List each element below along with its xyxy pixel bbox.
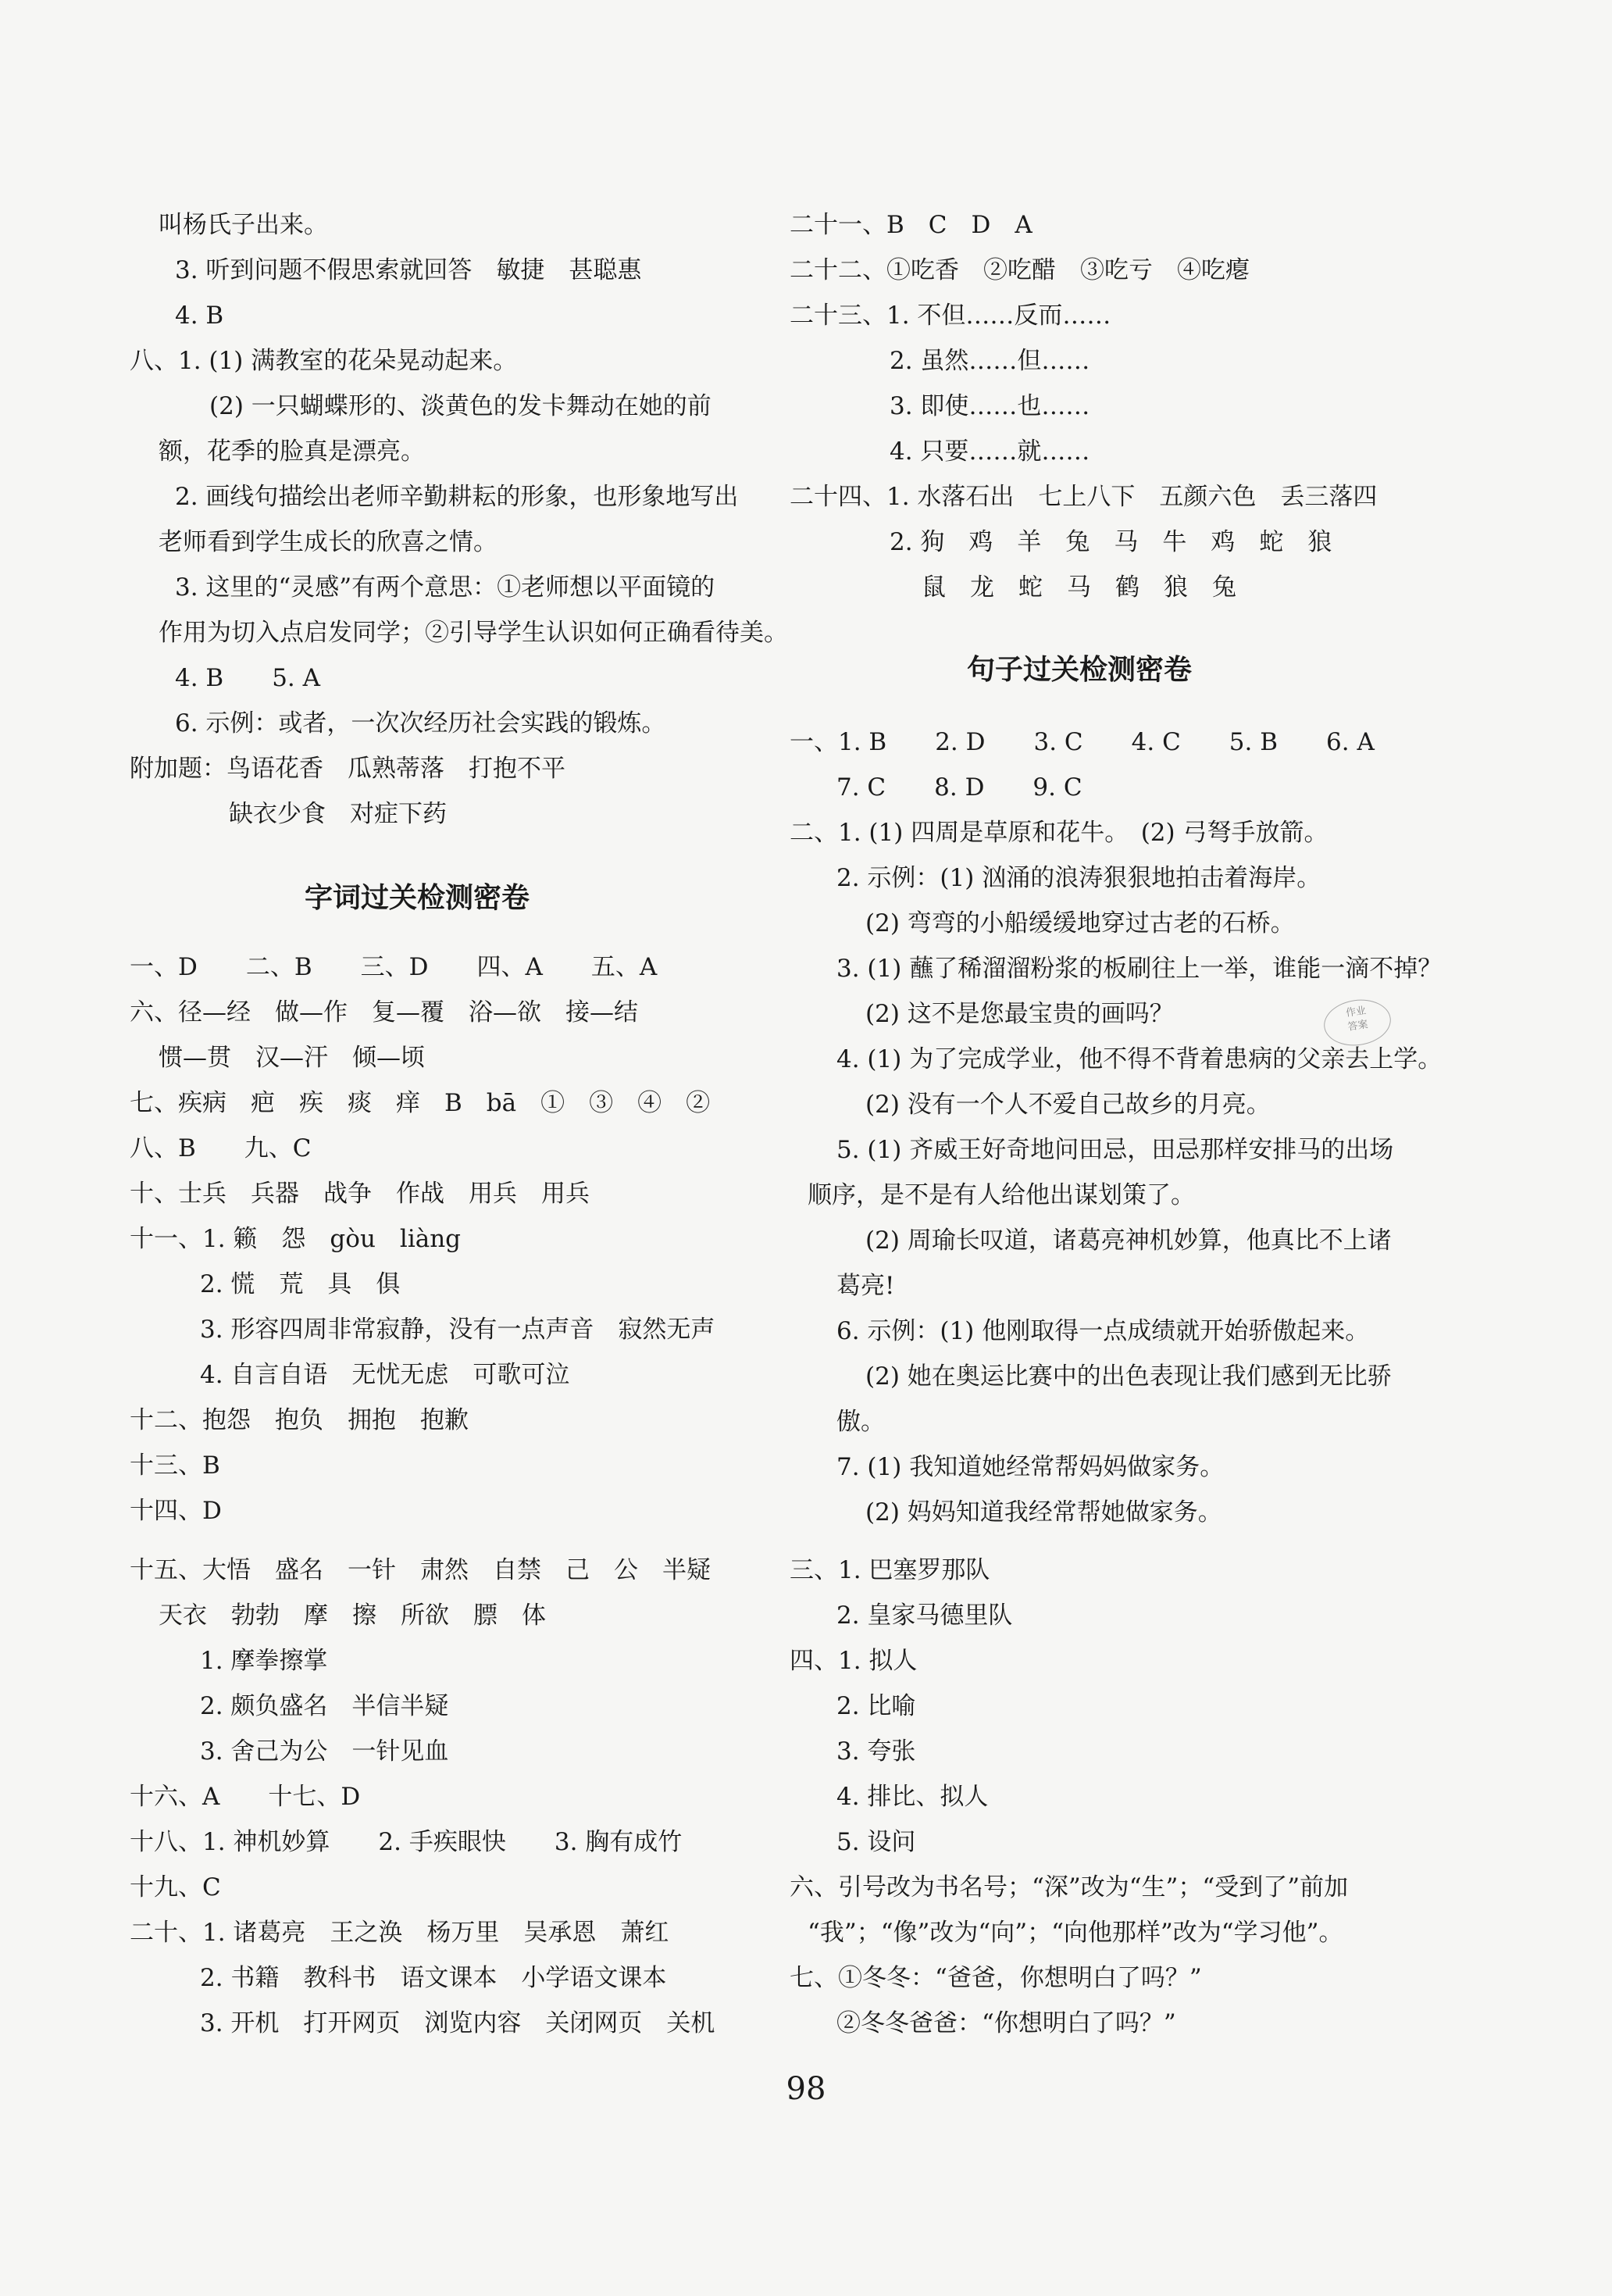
answer-line: 四、1. 拟人	[790, 1647, 918, 1675]
answer-line: 八、B 九、C	[130, 1134, 312, 1162]
section-title: 句子过关检测密卷	[967, 654, 1193, 686]
answer-line: 老师看到学生成长的欣喜之情。	[159, 528, 498, 556]
answer-line: 3. 舍己为公 一针见血	[200, 1737, 449, 1766]
answer-line: 4. 只要……就……	[890, 437, 1090, 466]
answer-line: (2) 一只蝴蝶形的、淡黄色的发卡舞动在她的前	[209, 392, 711, 420]
answer-line: 十九、C	[130, 1873, 221, 1901]
answer-line: 7. C 8. D 9. C	[836, 773, 1082, 802]
answer-line: 葛亮!	[836, 1272, 895, 1300]
answer-line: 二十一、B C D A	[790, 211, 1032, 239]
answer-line: 八、1. (1) 满教室的花朵晃动起来。	[130, 347, 518, 375]
answer-line: 额，花季的脸真是漂亮。	[159, 437, 425, 466]
answer-line: 缺衣少食 对症下药	[229, 800, 447, 828]
answer-line: 3. 这里的“灵感”有两个意思：①老师想以平面镜的	[175, 573, 715, 602]
answer-line: 二十、1. 诸葛亮 王之涣 杨万里 吴承恩 萧红	[130, 1919, 669, 1947]
answer-line: 惯—贯 汉—汗 倾—顷	[159, 1044, 425, 1072]
answer-line: 2. 慌 荒 具 俱	[200, 1270, 401, 1298]
answer-line: 2. 比喻	[836, 1692, 916, 1720]
answer-line: 2. 示例：(1) 汹涌的浪涛狠狠地拍击着海岸。	[836, 864, 1321, 892]
answer-line: 2. 狗 鸡 羊 兔 马 牛 鸡 蛇 狼	[890, 528, 1332, 556]
answer-line: 3. 开机 打开网页 浏览内容 关闭网页 关机	[200, 2009, 715, 2037]
answer-line: (2) 没有一个人不爱自己故乡的月亮。	[865, 1091, 1271, 1119]
answer-line: 十、士兵 兵器 战争 作战 用兵 用兵	[130, 1180, 590, 1208]
answer-line: 十六、A 十七、D	[130, 1783, 361, 1811]
answer-line: 二十三、1. 不但……反而……	[790, 302, 1111, 330]
answer-line: 7. (1) 我知道她经常帮妈妈做家务。	[836, 1453, 1225, 1481]
stamp-line: 答案	[1346, 1019, 1369, 1034]
answer-line: 3. 形容四周非常寂静，没有一点声音 寂然无声	[200, 1316, 715, 1344]
page-number: 98	[786, 2071, 826, 2107]
answer-line: 5. (1) 齐威王好奇地问田忌，田忌那样安排马的出场	[836, 1136, 1394, 1164]
answer-line: 鼠 龙 蛇 马 鹤 狼 兔	[922, 573, 1236, 602]
answer-line: (2) 她在奥运比赛中的出色表现让我们感到无比骄	[865, 1362, 1392, 1391]
answer-line: 1. 摩拳擦掌	[200, 1647, 328, 1675]
answer-line: 5. 设问	[836, 1828, 916, 1856]
answer-line: 2. 画线句描绘出老师辛勤耕耘的形象，也形象地写出	[175, 483, 739, 511]
answer-line: (2) 弯弯的小船缓缓地穿过古老的石桥。	[865, 909, 1295, 937]
answer-line: 傲。	[836, 1408, 885, 1436]
answer-line: 3. 即使……也……	[890, 392, 1090, 420]
answer-line: 3. 听到问题不假思索就回答 敏捷 甚聪惠	[175, 256, 642, 284]
answer-line: 作用为切入点启发同学；②引导学生认识如何正确看待美。	[159, 619, 788, 647]
answer-line: 二、1. (1) 四周是草原和花牛。 (2) 弓弩手放箭。	[790, 819, 1328, 847]
answer-line: 一、1. B 2. D 3. C 4. C 5. B 6. A	[790, 728, 1375, 756]
answer-line: 4. (1) 为了完成学业，他不得不背着患病的父亲去上学。	[836, 1045, 1443, 1073]
answer-line: “我”；“像”改为“向”；“向他那样”改为“学习他”。	[808, 1919, 1343, 1947]
answer-line: 2. 书籍 教科书 语文课本 小学语文课本	[200, 1964, 667, 1992]
answer-line: (2) 周瑜长叹道，诸葛亮神机妙算，他真比不上诸	[865, 1227, 1392, 1255]
answer-line: 二十四、1. 水落石出 七上八下 五颜六色 丢三落四	[790, 483, 1378, 511]
answer-line: (2) 这不是您最宝贵的画吗？	[865, 1000, 1174, 1028]
answer-line: 顺序，是不是有人给他出谋划策了。	[808, 1181, 1195, 1209]
answer-line: ②冬冬爸爸：“你想明白了吗？”	[836, 2009, 1176, 2037]
answer-line: 七、疾病 疤 疾 痰 痒 B bā ① ③ ④ ②	[130, 1089, 711, 1117]
answer-line: 2. 皇家马德里队	[836, 1601, 1013, 1630]
answer-line: 十一、1. 籁 怨 gòu liàng	[130, 1225, 462, 1253]
answer-line: 七、①冬冬：“爸爸，你想明白了吗？”	[790, 1964, 1202, 1992]
answer-line: 6. 示例：(1) 他刚取得一点成绩就开始骄傲起来。	[836, 1317, 1370, 1345]
answer-line: 2. 颇负盛名 半信半疑	[200, 1692, 449, 1720]
answer-line: 十四、D	[130, 1497, 222, 1525]
answer-line: 六、引号改为书名号；“深”改为“生”；“受到了”前加	[790, 1873, 1349, 1901]
answer-line: 十二、抱怨 抱负 拥抱 抱歉	[130, 1406, 469, 1434]
answer-line: 叫杨氏子出来。	[159, 211, 328, 239]
answer-line: 4. B 5. A	[175, 664, 321, 692]
answer-line: 二十二、①吃香 ②吃醋 ③吃亏 ④吃瘪	[790, 256, 1250, 284]
stamp	[1321, 995, 1393, 1049]
answer-line: 三、1. 巴塞罗那队	[790, 1556, 990, 1584]
answer-line: 一、D 二、B 三、D 四、A 五、A	[130, 953, 658, 981]
answer-line: 4. 排比、拟人	[836, 1783, 989, 1811]
answer-line: 6. 示例：或者，一次次经历社会实践的锻炼。	[175, 709, 666, 737]
answer-line: 附加题：鸟语花香 瓜熟蒂落 打抱不平	[130, 755, 565, 783]
answer-line: 十五、大悟 盛名 一针 肃然 自禁 己 公 半疑	[130, 1556, 711, 1584]
answer-line: 十八、1. 神机妙算 2. 手疾眼快 3. 胸有成竹	[130, 1828, 683, 1856]
answer-line: (2) 妈妈知道我经常帮她做家务。	[865, 1498, 1222, 1527]
answer-line: 六、径—经 做—作 复—覆 浴—欲 接—结	[130, 998, 638, 1027]
answer-line: 天衣 勃勃 摩 擦 所欲 膘 体	[159, 1601, 546, 1630]
answer-line: 4. 自言自语 无忧无虑 可歌可泣	[200, 1361, 570, 1389]
answer-line: 十三、B	[130, 1452, 220, 1480]
answer-line: 3. 夸张	[836, 1737, 916, 1766]
answer-line: 4. B	[175, 302, 224, 330]
answer-line: 3. (1) 蘸了稀溜溜粉浆的板刷往上一举，谁能一滴不掉？	[836, 955, 1443, 983]
stamp-line: 作业	[1345, 1005, 1368, 1019]
section-title: 字词过关检测密卷	[305, 882, 530, 914]
answer-line: 2. 虽然……但……	[890, 347, 1090, 375]
